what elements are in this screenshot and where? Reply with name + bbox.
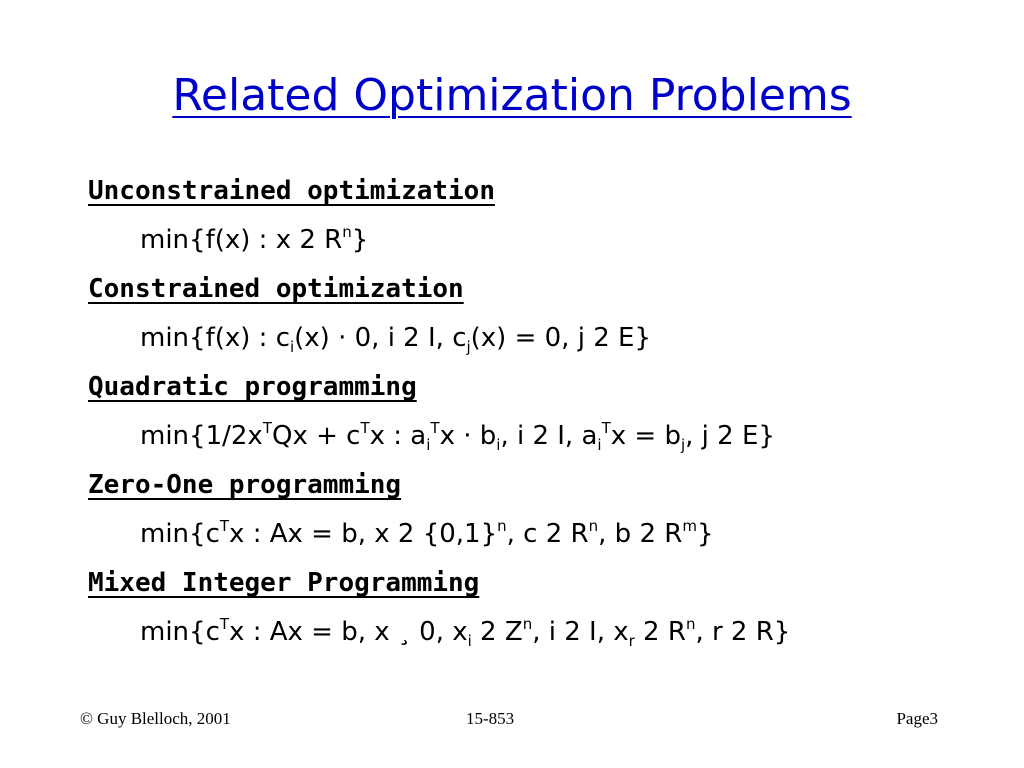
section-heading: Zero-One programming [88,470,402,500]
section-heading: Unconstrained optimization [88,176,495,206]
section-zero-one [88,462,1008,560]
section-unconstrained [88,168,1008,266]
section-formula: $\min\{c^Tx$ : Ax = b, x ¸ 0, $x_i$ 2 $Z^n$, i 2 I, $x_r$ 2 $R^n$, r 2 R} [140,615,791,650]
slide-title-text: Related Optimization Problems [172,70,852,121]
section-formula: $\min\{c^Tx$ : Ax = b, x 2 $\{0,1\}^n$, c 2 $R^n$, b 2 $R^m$} [140,517,714,549]
section-formula: $\min\{1/2x^TQx + c^Tx$ : $a_i^Tx \cdot b_i$, i 2 I, $a_i^Tx = b_j$, j 2 E} [140,419,775,454]
section-formula: min{f(x) : x 2 $R^n$} [140,223,369,255]
section-constrained [88,266,1008,364]
section-heading: Mixed Integer Programming [88,568,480,598]
footer-page-number: Page3 [896,709,938,728]
section-quadratic [88,364,1008,462]
section-heading: Quadratic programming [88,372,417,402]
section-heading: Constrained optimization [88,274,464,304]
footer-course-number: 15-853 [466,709,515,728]
slide-body [88,168,1008,658]
slide-title [0,66,1024,126]
section-formula: min{f(x) : $c_i(x) \cdot 0$, i 2 I, $c_j(x) = 0$, j 2 E} [140,323,651,356]
section-mixed-integer [88,560,1008,658]
footer-copyright: © Guy Blelloch, 2001 [80,709,231,728]
